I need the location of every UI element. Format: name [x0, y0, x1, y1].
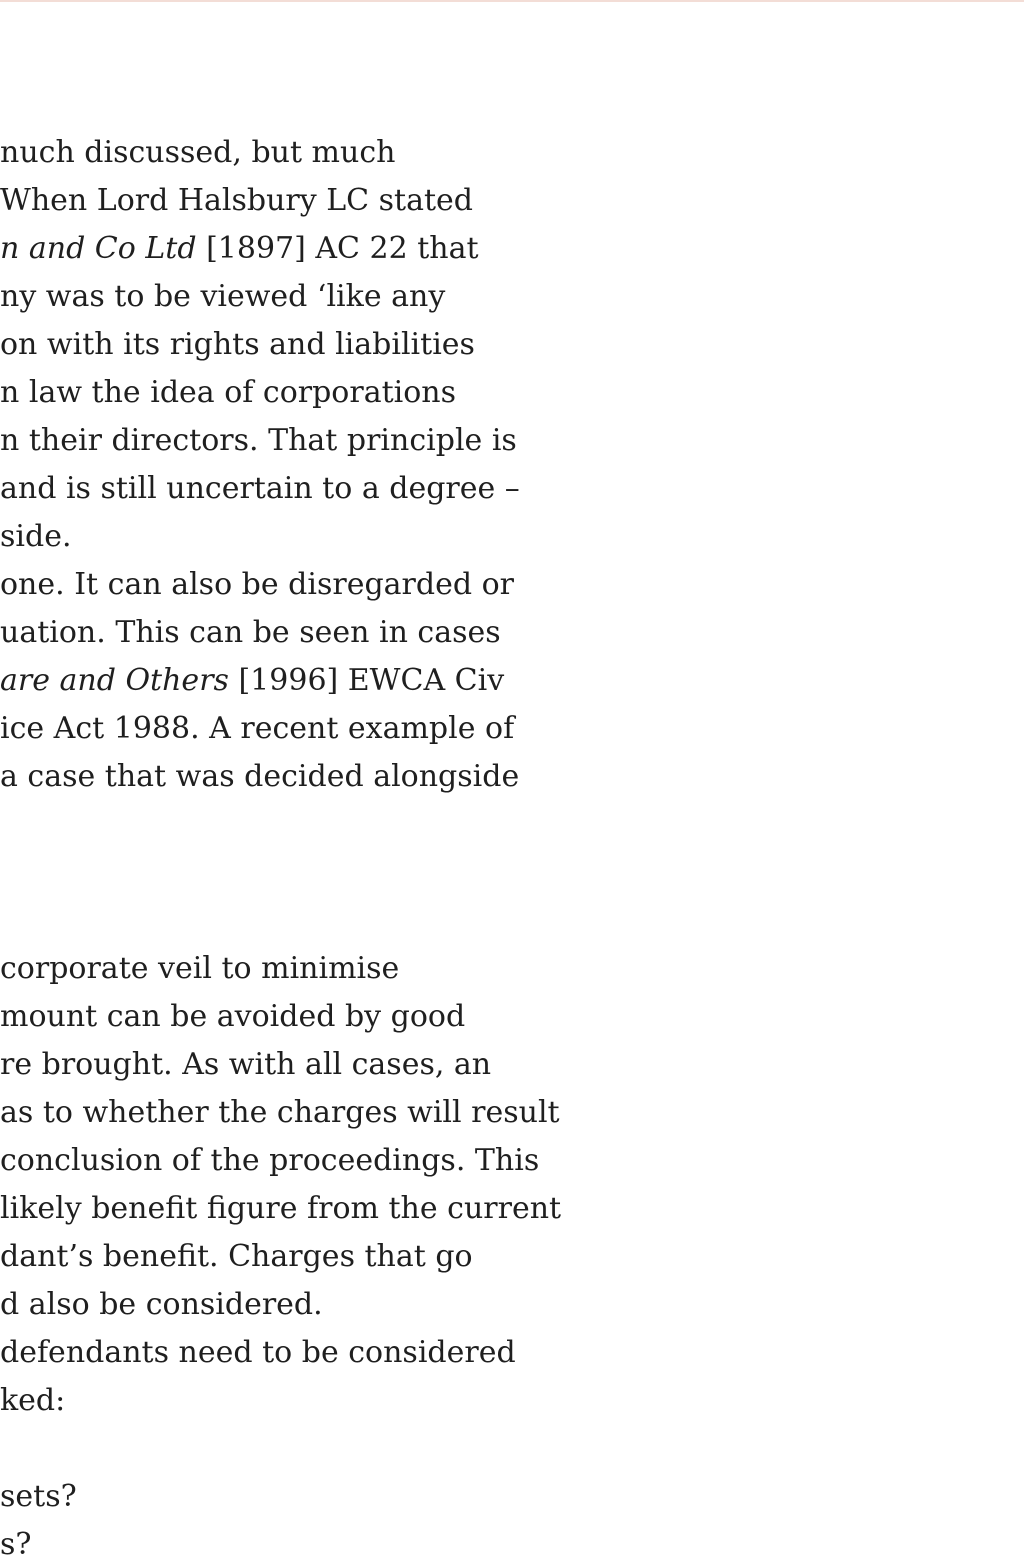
- text-line: [0, 568, 514, 602]
- text-line: [0, 1192, 561, 1226]
- text-line: [0, 520, 71, 554]
- text-line: [0, 280, 445, 314]
- case-name-italic: are and Others: [0, 663, 229, 698]
- text-line: [0, 1048, 491, 1082]
- text-run: on with its rights and liabilities: [0, 327, 475, 362]
- text-line: [0, 232, 479, 266]
- text-run: n their directors. That principle is: [0, 423, 517, 458]
- text-line: [0, 1096, 560, 1130]
- text-run: mount can be avoided by good: [0, 999, 466, 1034]
- text-line: [0, 1528, 31, 1562]
- text-line: [0, 952, 399, 986]
- text-line: [0, 1288, 323, 1322]
- text-run: conclusion of the proceedings. This: [0, 1143, 540, 1178]
- text-line: [0, 1336, 516, 1370]
- text-run: When Lord Halsbury LC stated: [0, 183, 473, 218]
- text-line: [0, 1480, 77, 1514]
- text-run: and is still uncertain to a degree –: [0, 471, 520, 506]
- text-run: ked:: [0, 1383, 66, 1418]
- text-run: s?: [0, 1527, 32, 1562]
- text-line: [0, 616, 501, 650]
- text-run: [1996] EWCA Civ: [228, 663, 505, 698]
- text-line: [0, 760, 519, 794]
- text-line: [0, 472, 520, 506]
- text-run: ice Act 1988. A recent example of: [0, 711, 515, 746]
- text-run: side.: [0, 519, 72, 554]
- text-run: dant’s benefit. Charges that go: [0, 1239, 473, 1274]
- text-run: one. It can also be disregarded or: [0, 567, 514, 602]
- text-run: a case that was decided alongside: [0, 759, 520, 794]
- text-line: [0, 424, 517, 458]
- text-line: [0, 376, 456, 410]
- case-name-italic: n and Co Ltd: [0, 231, 197, 266]
- text-line: [0, 664, 504, 698]
- text-run: re brought. As with all cases, an: [0, 1047, 492, 1082]
- text-line: [0, 136, 395, 170]
- text-run: likely benefit figure from the current: [0, 1191, 562, 1226]
- text-run: nuch discussed, but much: [0, 135, 396, 170]
- text-run: d also be considered.: [0, 1287, 323, 1322]
- text-run: uation. This can be seen in cases: [0, 615, 501, 650]
- text-run: as to whether the charges will result: [0, 1095, 560, 1130]
- text-line: [0, 328, 475, 362]
- text-run: defendants need to be considered: [0, 1335, 516, 1370]
- text-line: [0, 1144, 539, 1178]
- text-line: [0, 1240, 473, 1274]
- text-run: ny was to be viewed ‘like any: [0, 279, 446, 314]
- text-line: [0, 1384, 65, 1418]
- text-line: [0, 184, 473, 218]
- text-line: [0, 712, 514, 746]
- text-run: n law the idea of corporations: [0, 375, 457, 410]
- text-run: sets?: [0, 1479, 77, 1514]
- text-run: [1897] AC 22 that: [196, 231, 479, 266]
- text-line: [0, 1000, 465, 1034]
- text-run: corporate veil to minimise: [0, 951, 400, 986]
